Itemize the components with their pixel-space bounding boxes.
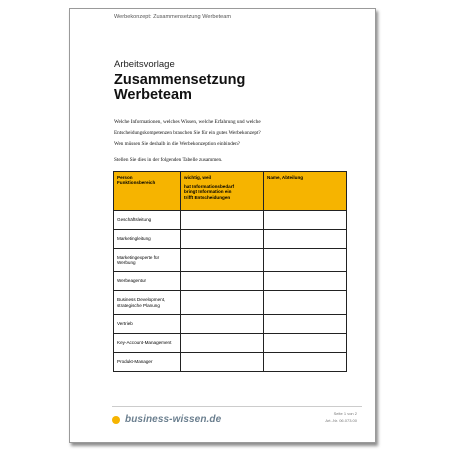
intro-line-2: Entscheidungskompetenzen brauchen Sie für ein gutes Werbekonzept? bbox=[114, 129, 261, 136]
row-label: Geschäftsleitung bbox=[114, 211, 181, 230]
row-label: Business Development, strategische Planung bbox=[114, 291, 181, 315]
table-row bbox=[114, 353, 347, 372]
table-row bbox=[114, 249, 347, 272]
team-table bbox=[113, 171, 347, 372]
title-line-2: Werbeteam bbox=[114, 86, 192, 103]
document-title bbox=[114, 73, 245, 102]
cell-wichtig[interactable] bbox=[181, 230, 264, 249]
table-row bbox=[114, 211, 347, 230]
cell-wichtig[interactable] bbox=[181, 211, 264, 230]
cell-wichtig[interactable] bbox=[181, 272, 264, 291]
cell-wichtig[interactable] bbox=[181, 315, 264, 334]
instruction-paragraph: Stellen Sie dies in der folgenden Tabelle zusammen. bbox=[114, 157, 223, 163]
header-name: Name, Abteilung bbox=[264, 172, 347, 211]
cell-name[interactable] bbox=[264, 230, 347, 249]
cell-name[interactable] bbox=[264, 315, 347, 334]
row-label: Vertrieb bbox=[114, 315, 181, 334]
document-subtitle: Arbeitsvorlage bbox=[114, 59, 175, 70]
cell-name[interactable] bbox=[264, 334, 347, 353]
intro-paragraph bbox=[114, 117, 261, 138]
page-info: Seite 1 von 2 bbox=[333, 411, 357, 416]
footer-divider bbox=[112, 406, 362, 407]
cell-name[interactable] bbox=[264, 272, 347, 291]
cell-wichtig[interactable] bbox=[181, 291, 264, 315]
table-row bbox=[114, 315, 347, 334]
running-header: Werbekonzept: Zusammensetzung Werbeteam bbox=[114, 14, 232, 20]
logo-dot-icon bbox=[112, 416, 120, 424]
row-label: Marketingexperte für Werbung bbox=[114, 249, 181, 272]
brand-logo[interactable]: business-wissen.de bbox=[125, 414, 222, 425]
header-person: Person Funktionsbereich bbox=[114, 172, 181, 211]
cell-name[interactable] bbox=[264, 211, 347, 230]
cell-name[interactable] bbox=[264, 249, 347, 272]
question-paragraph: Wen müssen Sie deshalb in die Werbekonzeption einbinden? bbox=[114, 141, 240, 147]
cell-wichtig[interactable] bbox=[181, 334, 264, 353]
row-label: Key-Account-Management bbox=[114, 334, 181, 353]
row-label: Marketingleitung bbox=[114, 230, 181, 249]
table-row bbox=[114, 334, 347, 353]
title-line-1: Zusammensetzung bbox=[114, 72, 246, 88]
article-number: Art.-Nr. 06.073.00 bbox=[325, 418, 357, 423]
row-label: Produkt-Manager bbox=[114, 353, 181, 372]
cell-wichtig[interactable] bbox=[181, 353, 264, 372]
intro-line-1: Welche Informationen, welches Wissen, welche Erfahrung und welche bbox=[114, 119, 261, 125]
cell-wichtig[interactable] bbox=[181, 249, 264, 272]
cell-name[interactable] bbox=[264, 291, 347, 315]
table-row bbox=[114, 272, 347, 291]
table-row bbox=[114, 291, 347, 315]
table-header-row bbox=[114, 172, 347, 211]
table-row bbox=[114, 230, 347, 249]
cell-name[interactable] bbox=[264, 353, 347, 372]
header-wichtig: wichtig, weil hat Informationsbedarf bringt Information ein trifft Entscheidungen bbox=[181, 172, 264, 211]
row-label: Werbeagentur bbox=[114, 272, 181, 291]
